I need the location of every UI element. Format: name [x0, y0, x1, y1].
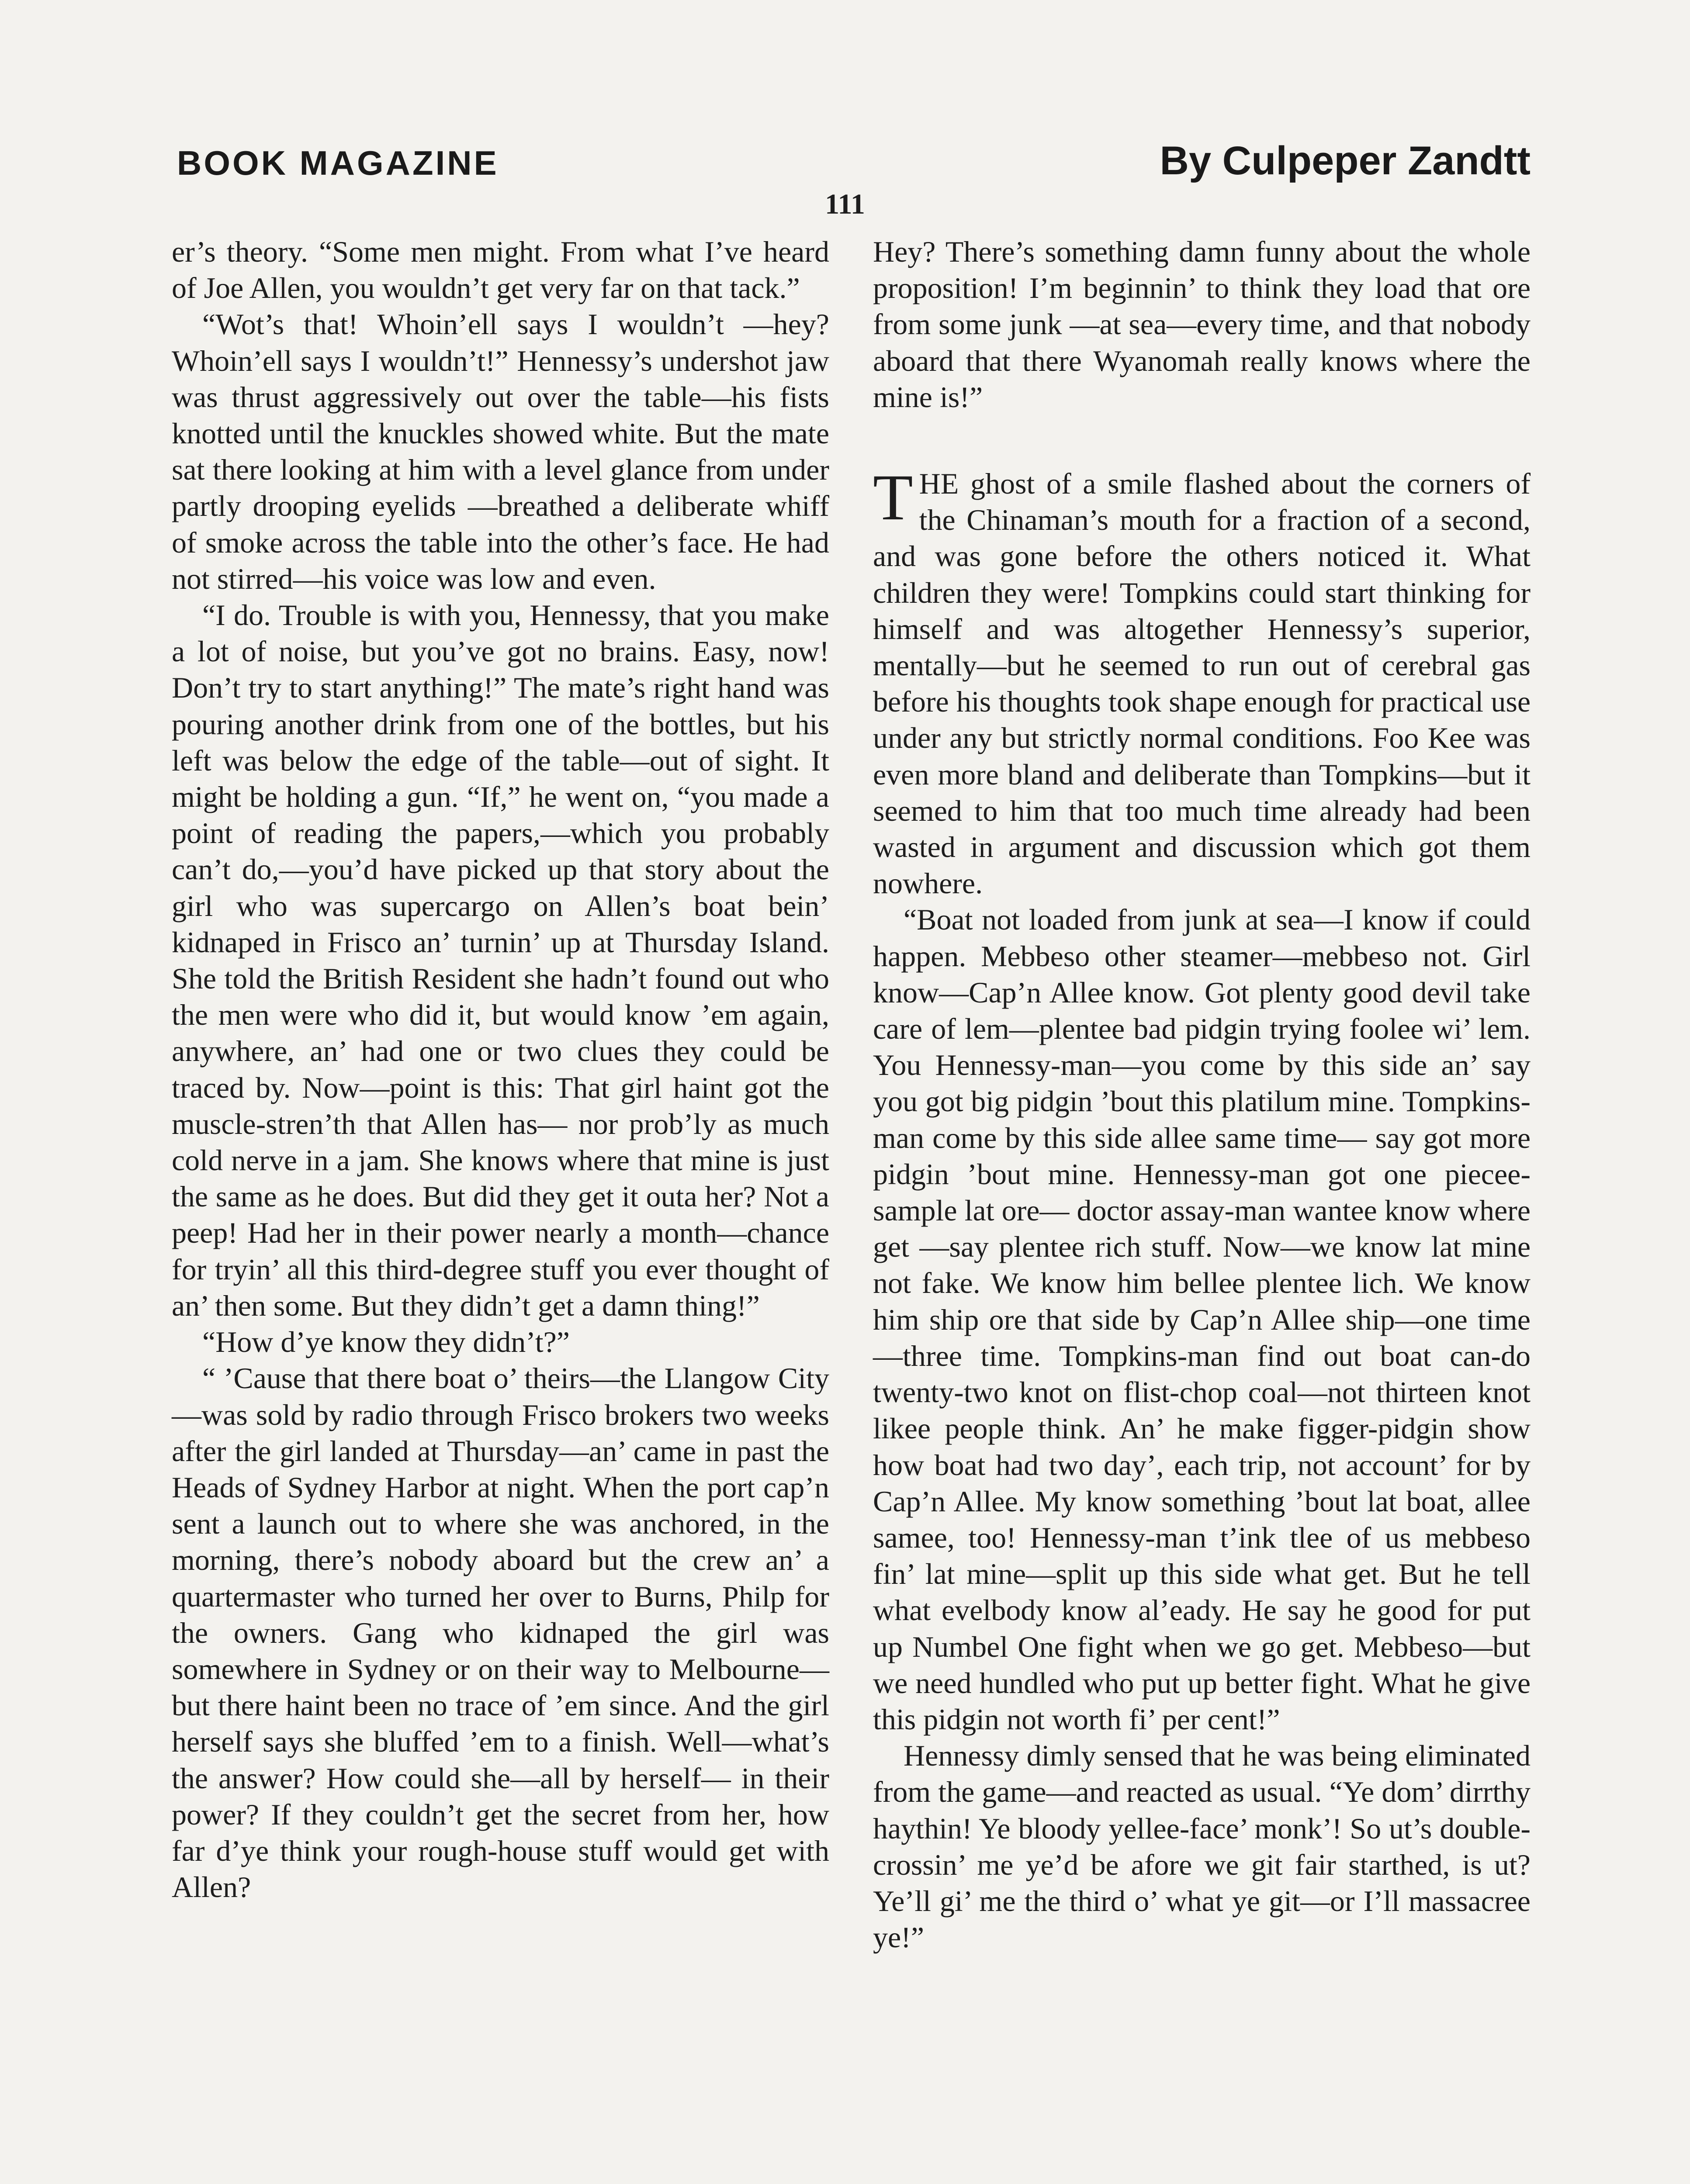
page-number: 111: [825, 188, 865, 220]
magazine-title: BOOK MAGAZINE: [177, 144, 499, 182]
paragraph: er’s theory. “Some men might. From what I’ve heard of Joe Allen, you wouldn’t get very far on that tack.”: [172, 235, 829, 305]
section-opening-paragraph: [873, 461, 1531, 902]
paragraph: “ ’Cause that there boat o’ theirs—the Llangow City—was sold by radio through Frisco brokers two weeks after the girl landed at Thursday—an’ came in past the Heads of Sydney Harbor at night. When the port cap’n sent a launch out to where she was anchored, in the morning, there’s nobody aboard but the crew an’ a quartermaster who turned her over to Burns, Philp for the owners. Gang who kidnaped the girl was somewhere in Sydney or on their way to Melbourne—but there haint been no trace of ’em since. And the girl herself says she bluffed ’em to a finish. Well—what’s the answer? How could she—all by herself— in their power? If they couldn’t get the secret from her, how far d’ye think your rough-house stuff would get with Allen?: [172, 1362, 829, 1904]
section-break: [873, 415, 1531, 466]
section-opening-text: HE ghost of a smile flashed about the corners of the Chinaman’s mouth for a fraction of a second, and was gone before the others noticed it. What children they were! Tompkins could start thinking for himself and was altogether Hennessy’s superior, mentally—but he seemed to run out of cerebral gas before his thoughts took shape enough for practical use under any but strictly normal conditions. Foo Kee was even more bland and deliberate than Tompkins—but it seemed to him that too much time already had been wasted in argument and discussion which got them nowhere.: [873, 467, 1531, 900]
paragraph: “Boat not loaded from junk at sea—I know if could happen. Mebbeso other steamer—mebbeso not. Girl know—Cap’n Allee know. Got plenty good devil take care of lem—plentee bad pidgin trying foolee wi’ lem. You Hennessy-man—you come by this side an’ say you got big pidgin ’bout this platilum mine. Tompkins-man come by this side allee same time— say got more pidgin ’bout mine. Hennessy-man got one piecee-sample lat ore— doctor assay-man wantee know where get —say plentee rich stuff. Now—we know lat mine not fake. We know him bellee plentee lich. We know him ship ore that side by Cap’n Allee ship—one time—three time. Tompkins-man find out boat can-do twenty-two knot on flist-chop coal—not thirteen knot likee people think. An’ he make figger-pidgin show how boat had two day’, each trip, not account’ for by Cap’n Allee. My know something ’bout lat boat, allee samee, too! Hennessy-man t’ink tlee of us mebbeso fin’ lat mine—split up this side what get. But he tell what evelbody know al’eady. He say he good for put up Numbel One fight when we go get. Mebbeso—but we need hundled who put up better fight. What he give this pidgin not worth fi’ per cent!”: [873, 903, 1531, 1736]
paragraph: “How d’ye know they didn’t?”: [202, 1325, 570, 1359]
right-column: [873, 234, 1531, 1956]
drop-cap: T: [873, 461, 913, 534]
author-byline: By Culpeper Zandtt: [1160, 138, 1531, 183]
paragraph: Hennessy dimly sensed that he was being eliminated from the game—and reacted as usual. “Ye dom’ dirrthy haythin! Ye bloody yellee-face’ monk’! So ut’s double-crossin’ me ye’d be afore we git fair starthed, is ut? Ye’ll gi’ me the third o’ what ye git—or I’ll massacree ye!”: [873, 1739, 1531, 1954]
paragraph: “Wot’s that! Whoin’ell says I wouldn’t —hey? Whoin’ell says I wouldn’t!” Hennessy’s undershot jaw was thrust aggressively out over the table—his fists knotted until the knuckles showed white. But the mate sat there looking at him with a level glance from under partly drooping eyelids —breathed a deliberate whiff of smoke across the table into the other’s face. He had not stirred—his voice was low and even.: [172, 308, 829, 595]
paragraph: Hey? There’s something damn funny about the whole proposition! I’m beginnin’ to think they load that ore from some junk —at sea—every time, and that nobody aboard that there Wyanomah really knows where the mine is!”: [873, 235, 1531, 414]
left-column: [172, 234, 829, 1905]
paragraph: “I do. Trouble is with you, Hennessy, that you make a lot of noise, but you’ve got no brains. Easy, now! Don’t try to start anything!” The mate’s right hand was pouring another drink from one of the bottles, but his left was below the edge of the table—out of sight. It might be holding a gun. “If,” he went on, “you made a point of reading the papers,—which you probably can’t do,—you’d have picked up that story about the girl who was supercargo on Allen’s boat bein’ kidnaped in Frisco an’ turnin’ up at Thursday Island. She told the British Resident she hadn’t found out who the men were who did it, but would know ’em again, anywhere, an’ had one or two clues they could be traced by. Now—point is this: That girl haint got the muscle-stren’th that Allen has— nor prob’ly as much cold nerve in a jam. She knows where that mine is just the same as he does. But did they get it outa her? Not a peep! Had her in their power nearly a month—chance for tryin’ all this third-degree stuff you ever thought of an’ then some. But they didn’t get a damn thing!”: [172, 598, 829, 1322]
